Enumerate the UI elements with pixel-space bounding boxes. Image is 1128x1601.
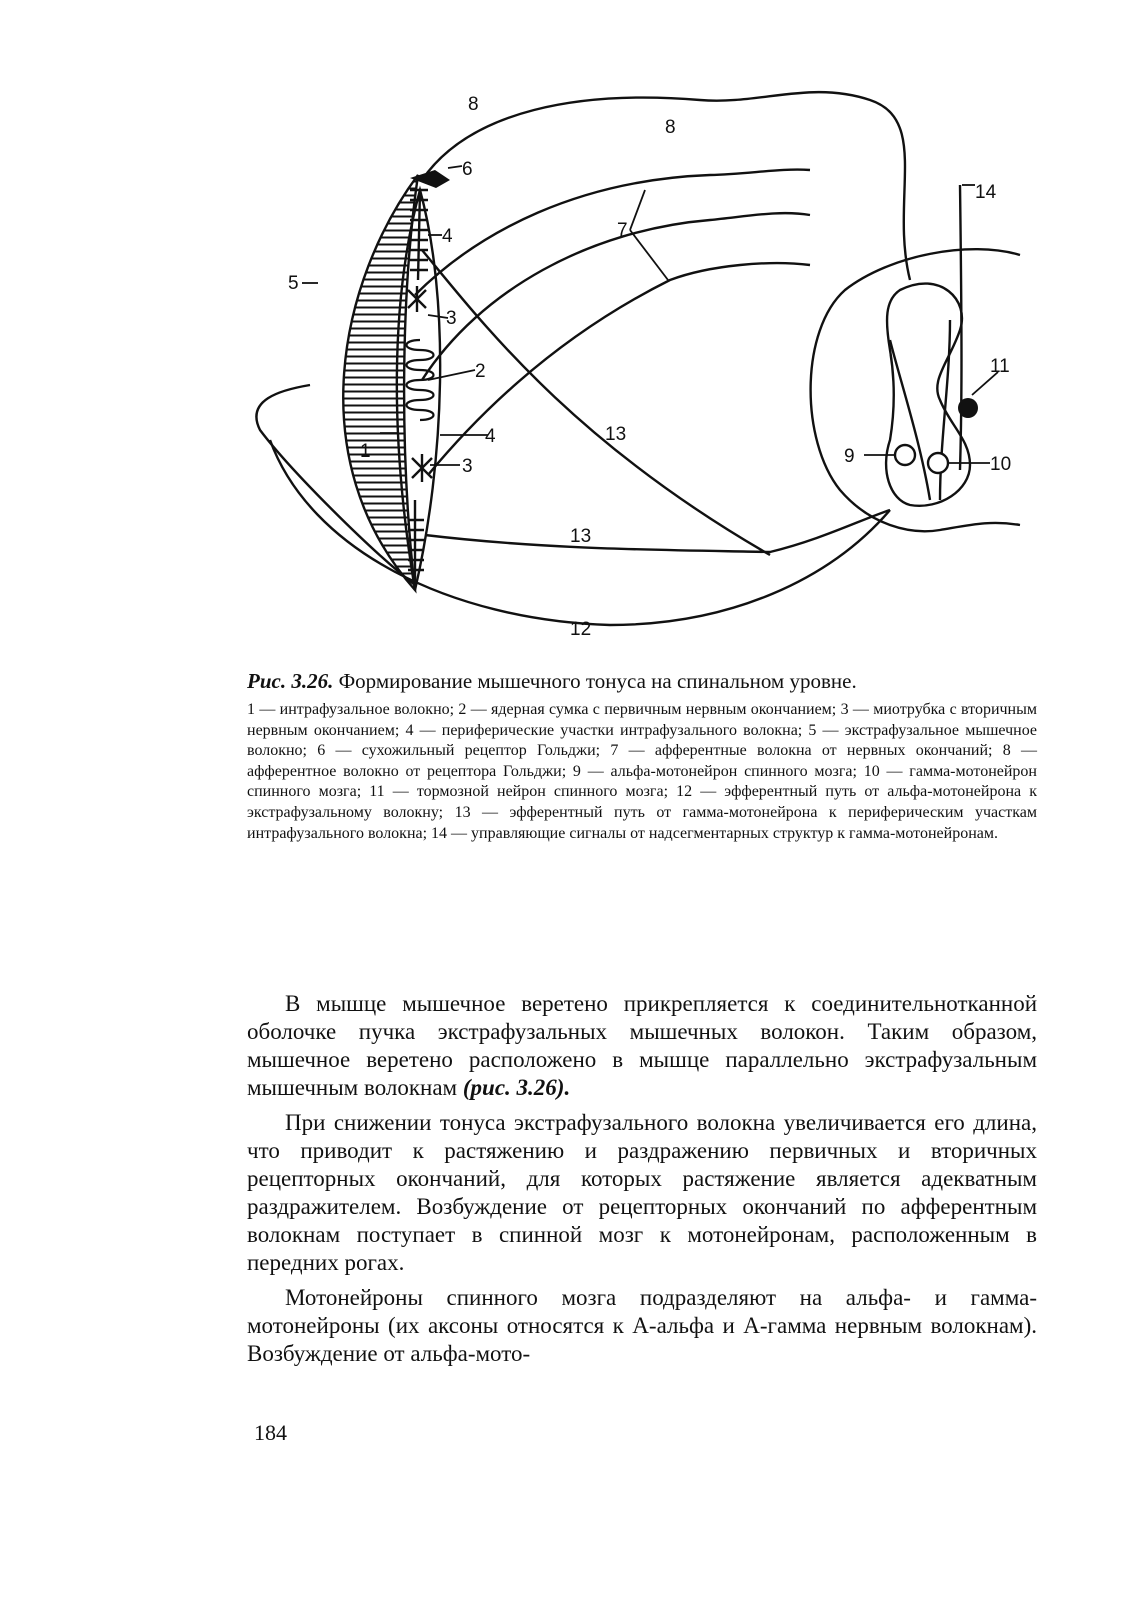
- label-14: 14: [975, 182, 997, 203]
- caption-title: [247, 668, 1037, 694]
- paragraph-2: При снижении тонуса экстрафузального волокна увеличивается его длина, что приводит к растяжению и раздражению первичных и вторичных рецепторных окончаний, для которых растяжение является адекватным раздражителем. Возбуждение от рецепторных окончаний по афферентным волокнам поступает в спинной мозг к мотонейронам, расположенным в передних рогах.: [247, 1110, 1037, 1275]
- inhibitory-neuron: [958, 398, 978, 418]
- gamma-motoneuron: [928, 453, 948, 473]
- label-7: 7: [617, 220, 628, 241]
- label-4a: 4: [442, 226, 453, 247]
- page-number: 184: [254, 1420, 287, 1445]
- caption-prefix: Рис. 3.26.: [247, 669, 334, 693]
- muscle-tone-figure: [250, 80, 1050, 670]
- label-5: 5: [288, 273, 299, 294]
- muscle-spindle-diagram: [250, 80, 1050, 670]
- label-13a: 13: [605, 424, 627, 445]
- label-3a: 3: [446, 308, 457, 329]
- paragraph-1-text: В мышце мышечное веретено прикрепляется к соединительнотканной оболочке пучка экстрафузальных мышечных волокон. Таким образом, мышечное веретено расположено в мышце параллельно экстрафузальным мышечным волокнам: [247, 991, 1037, 1100]
- label-4b: 4: [485, 426, 496, 447]
- body-text: [247, 990, 1037, 1375]
- label-2: 2: [475, 361, 486, 382]
- label-11: 11: [990, 356, 1010, 377]
- label-1: 1: [360, 441, 371, 462]
- label-13b: 13: [570, 526, 592, 547]
- label-8a: 8: [468, 94, 479, 115]
- label-3b: 3: [462, 456, 473, 477]
- label-12: 12: [570, 619, 592, 640]
- caption-body: 1 — интрафузальное волокно; 2 — ядерная сумка с первичным нервным окончанием; 3 — миотрубка с вторичным нервным окончанием; 4 — периферические участки интрафузального волокна; 5 — экстрафузальное мышечное волокно; 6 — сухожильный рецептор Гольджи; 7 — афферентные волокна от нервных окончаний; 8 — афферентное волокно от рецептора Гольджи; 9 — альфа-мотонейрон спинного мозга; 10 — гамма-мотонейрон спинного мозга; 11 — тормозной нейрон спинного мозга; 12 — эфферентный путь от альфа-мотонейрона к экстрафузальному волокну; 13 — эфферентный путь от гамма-мотонейрона к периферическим участкам интрафузального волокна; 14 — управляющие сигналы от надсегментарных структур к гамма-мотонейронам.: [247, 701, 1037, 842]
- label-6: 6: [462, 159, 473, 180]
- alpha-motoneuron: [895, 445, 915, 465]
- spinal-cord-outline: [811, 249, 1020, 531]
- label-9: 9: [844, 446, 855, 467]
- paragraph-3: Мотонейроны спинного мозга подразделяют на альфа- и гамма-мотонейроны (их аксоны относятся к А-альфа и А-гамма нервным волокнам). Возбуждение от альфа-мото-: [247, 1285, 1037, 1366]
- label-10: 10: [990, 454, 1012, 475]
- label-8b: 8: [665, 117, 676, 138]
- figure-caption: [247, 668, 1037, 844]
- figure-reference: (рис. 3.26).: [462, 1075, 571, 1100]
- paragraph-1: [247, 990, 1037, 1102]
- caption-title-text: Формирование мышечного тонуса на спинальном уровне.: [338, 669, 857, 693]
